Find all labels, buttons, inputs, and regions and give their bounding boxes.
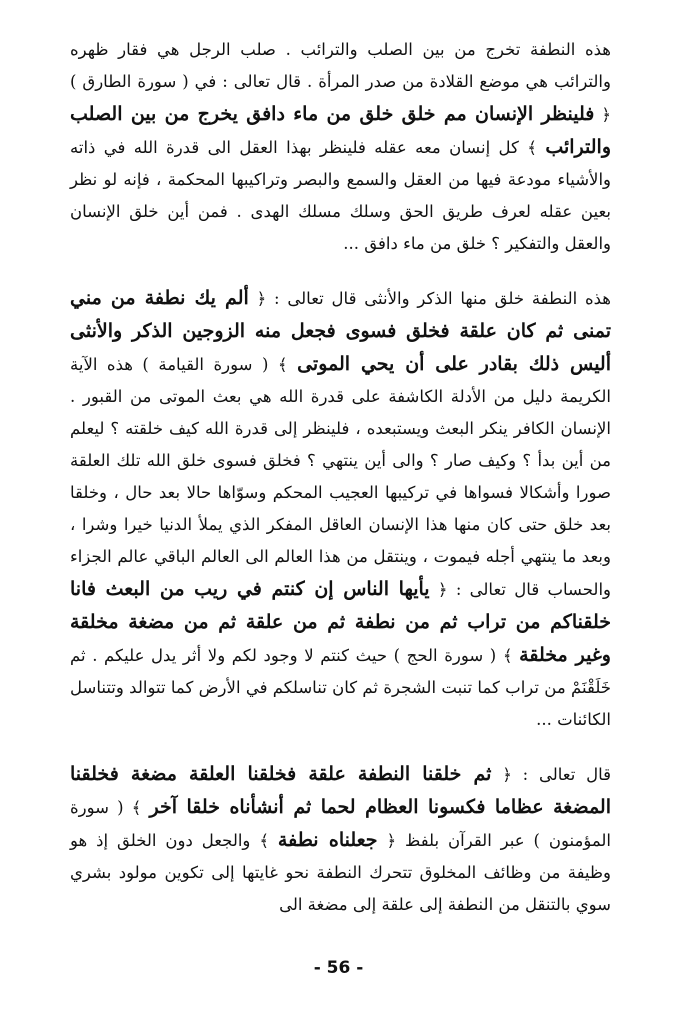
paragraph-2 xyxy=(70,282,611,736)
quran-verse: ألم يك نطفة من مني تمنى ثم كان علقة فخلق فسوى فجعل منه الزوجين الذكر والأنثى أليس ذلك بقادر على أن يحي الموتى xyxy=(70,287,611,375)
text-segment: هذه النطفة خلق منها الذكر والأنثى قال تعالى : ﴿ xyxy=(248,289,611,308)
quran-verse: ثم خلقنا النطفة علقة فخلقنا العلقة مضغة فخلقنا المضغة عظاما فكسونا العظام لحما ثم أنشأناه خلقا آخر xyxy=(70,763,611,818)
text-segment: ﴾ ( سورة القيامة ) هذه الآية الكريمة دليل من الأدلة الكاشفة على قدرة الله هي بعث الموتى من القبور . الإنسان الكافر ينكر البعث ويستبعده ، فلينظر إلى قدرة الله كيف خلقته ؟ ليعلم من أين بدأ ؟ وكيف صار ؟ والى أين ينتهي ؟ فخلق فسوى خلق الله تلك العلقة صورا وأشكالا فسواها في تركيبها العجيب المحكم وسوّاها حالا بعد حال ، وخلقا بعد خلق حتى كان منها هذا الإنسان العاقل المفكر الذي يملأ الدنيا خيرا وشرا ، وبعد ما ينتهي أجله فيموت ، وينتقل من هذا العالم الى العالم الباقي عالم الجزاء والحساب قال تعالى : ﴿ xyxy=(70,355,611,599)
text-segment: قال تعالى : ﴿ xyxy=(491,765,611,784)
quran-verse: فلينظر الإنسان مم خلق خلق من ماء دافق يخرج من بين الصلب والترائب xyxy=(70,103,611,158)
text-segment: هذه النطفة تخرج من بين الصلب والترائب . صلب الرجل هي فقار ظهره والترائب هي موضع القلادة من صدر المرأة . قال تعالى : في ( سورة الطارق ) ﴿ xyxy=(70,40,611,124)
page-body xyxy=(70,34,611,921)
quran-verse: يأيها الناس إن كنتم في ريب من البعث فانا خلقناكم من تراب ثم من نطفة ثم من علقة ثم من مضغة مخلقة وغير مخلقة xyxy=(70,578,611,666)
page-number: - 56 - xyxy=(313,958,364,978)
quran-verse: جعلناه نطفة xyxy=(277,829,378,851)
text-segment: ﴾ كل إنسان معه عقله فلينظر بهذا العقل الى قدرة الله في ذاته والأشياء مودعة فيها من العقل والسمع والبصر وتراكيبها المحكمة ، فإنه لو نظر بعين عقله لعرف طريق الحق وسلك مسلك الهدى . فمن أين خلق الإنسان والعقل والتفكير ؟ خلق من ماء دافق ... xyxy=(70,138,611,253)
paragraph-1 xyxy=(70,34,611,260)
paragraph-3 xyxy=(70,758,611,921)
text-segment: ﴾ والجعل دون الخلق إذ هو وظيفة من وظائف المخلوق تتحرك النطفة نحو غايتها إلى تكوين مولود بشري سوي بالتنقل من النطفة إلى علقة إلى مضغة الى xyxy=(70,831,611,914)
text-segment: ﴾ ( سورة المؤمنون ) عبر القرآن بلفظ ﴿ xyxy=(70,798,612,850)
text-segment: ﴾ ( سورة الحج ) حيث كنتم لا وجود لكم ولا أثر يدل عليكم . ثم خَلَقْنَمْ من تراب كما تنبت الشجرة ثم كان تناسلكم في الأرض كما تتوالد وتتناسل الكائنات ... xyxy=(70,646,611,729)
